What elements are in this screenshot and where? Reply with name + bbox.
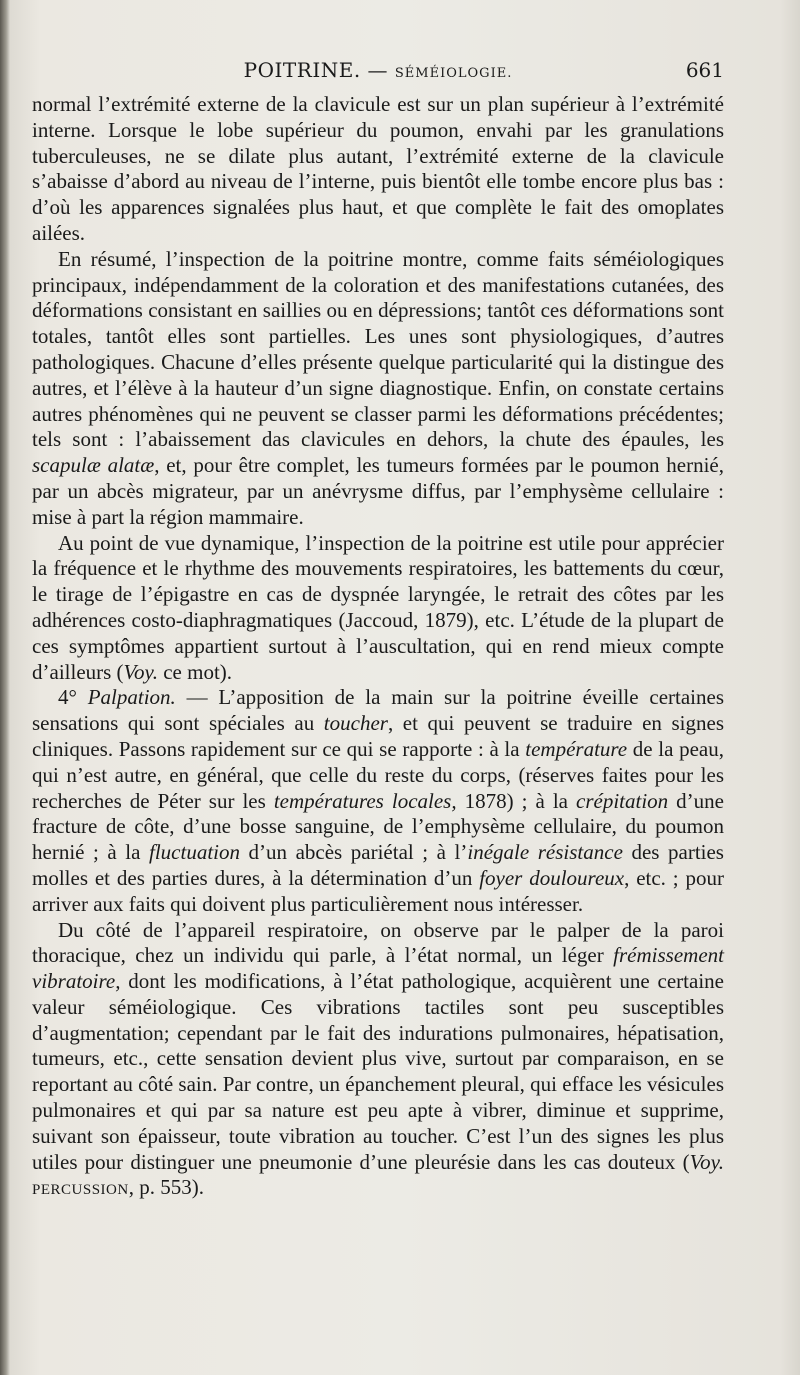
text-run: — L’apposition de la main sur la poitrine éveille certaines sensations qui sont spéciales au — [32, 685, 725, 736]
paragraph — [32, 247, 724, 531]
text-run: , p. 553). — [128, 1175, 204, 1200]
italic-run: toucher — [323, 711, 388, 736]
text-run: 1878) ; à la — [456, 788, 576, 813]
text-run: dont les modifications, à l’état pathologique, acquièrent une certaine valeur séméiologique. Ces vibrations tactiles sont peu susceptibles d’augmentation; cependant par le fait des indurations pulmonaires, hépatisation, tumeurs, etc., cette sensation devient plus vive, surtout par comparaison, en se reportant au côté sain. Par contre, un épanchement pleural, qui efface les vésicules pulmonaires et qui par sa nature est peu apte à vibrer, diminue et supprime, suivant son épaisseur, toute vibration au toucher. C’est l’un des signes les plus utiles pour distinguer une pneumonie d’une pleurésie dans les cas douteux ( — [32, 969, 724, 1174]
italic-run: Voy. — [123, 659, 158, 684]
text-run: ce mot). — [157, 659, 233, 684]
text-run: , etc. ; pour arriver aux faits qui doivent plus particulièrement nous intéresser. — [32, 865, 724, 916]
text-run: de la peau, qui n’est autre, en général, que celle du reste du corps, (réserves faites pour les recherches de Péter sur les — [32, 736, 725, 813]
section-number: 4° — [58, 685, 88, 710]
italic-run: température — [525, 736, 628, 761]
text-run: , et qui peuvent se traduire en signes cliniques. Passons rapidement sur ce qui se rapporte : à la — [32, 711, 724, 761]
italic-run: fluctuation — [149, 840, 240, 865]
italic-run: frémissement vibratoire, — [32, 943, 724, 994]
paragraph — [32, 918, 724, 1205]
italic-run: températures locales, — [273, 788, 457, 813]
paragraph — [32, 685, 724, 917]
text-run: Du côté de l’appareil respiratoire, on observe par le palper de la paroi thoracique, chez un individu qui parle, à l’état normal, un léger — [32, 917, 724, 968]
text-run: , et, pour être complet, les tumeurs formées par le poumon hernié, par un abcès migrateur, par un anévrysme diffus, par l’emphysème cellulaire : mise à part la région mammaire. — [32, 453, 724, 529]
body-text — [32, 92, 724, 1204]
page-number: 661 — [685, 58, 724, 82]
running-header — [32, 58, 724, 88]
italic-run: crépitation — [576, 788, 669, 813]
small-caps-run: PERCUSSION — [32, 1182, 129, 1199]
italic-run: inégale résistance — [467, 840, 623, 865]
italic-run: foyer douloureux — [479, 865, 625, 890]
section-title: Palpation. — [87, 685, 176, 710]
text-run: En résumé, l’inspection de la poitrine montre, comme faits séméiologiques principaux, indépendamment de la coloration et des manifestations cutanées, des déformations consistant en saillies ou en dépressions; tantôt ces déformations sont totales, tantôt elles sont partielles. Les unes sont physiologiques, d’autres pathologiques. Chacune d’elles présente quelque particularité qui la distingue des autres, et l’élève à la hauteur d’un signe diagnostique. Enfin, on constate certains autres phénomènes qui ne peuvent se classer parmi les déformations précédentes; tels sont : l’abaissement das clavicules en dehors, la chute des épaules, les — [32, 246, 724, 452]
page-binding-edge — [0, 0, 10, 1375]
header-title — [32, 58, 724, 82]
header-title-main: POITRINE. — [243, 58, 361, 82]
header-title-dash: — — [360, 58, 395, 82]
paragraph: normal l’extrémité externe de la clavicule est sur un plan supérieur à l’extrémité interne. Lorsque le lobe supérieur du poumon, envahi par les granulations tuberculeuses, ne se dilate plus autant, l’extrémité externe de la clavicule s’abaisse d’abord au niveau de l’interne, puis bientôt elle tombe encore plus bas : d’où les apparences signalées plus haut, et que complète le fait des omoplates ailées. — [32, 92, 724, 245]
italic-run: Voy. — [689, 1149, 724, 1174]
text-run: des parties molles et des parties dures, à la détermination d’un — [32, 840, 724, 890]
header-title-sub: SÉMÉIOLOGIE. — [394, 66, 513, 81]
italic-run: scapulæ alatæ — [32, 453, 155, 478]
paragraph — [32, 531, 724, 686]
text-run: d’un abcès pariétal ; à l’ — [240, 840, 468, 865]
text-run: d’une fracture de côte, d’une bosse sanguine, de l’emphysème cellulaire, du poumon hernié ; à la — [32, 788, 724, 865]
text-run: Au point de vue dynamique, l’inspection de la poitrine est utile pour apprécier la fréquence et le rhythme des mouvements respiratoires, les battements du cœur, le tirage de l’épigastre en cas de dyspnée laryngée, le retrait des côtes par les adhérences costo-diaphragmatiques (Jaccoud, 1879), etc. L’étude de la plupart de ces symptômes appartient surtout à l’auscultation, qui en rend mieux compte d’ailleurs ( — [32, 530, 724, 684]
